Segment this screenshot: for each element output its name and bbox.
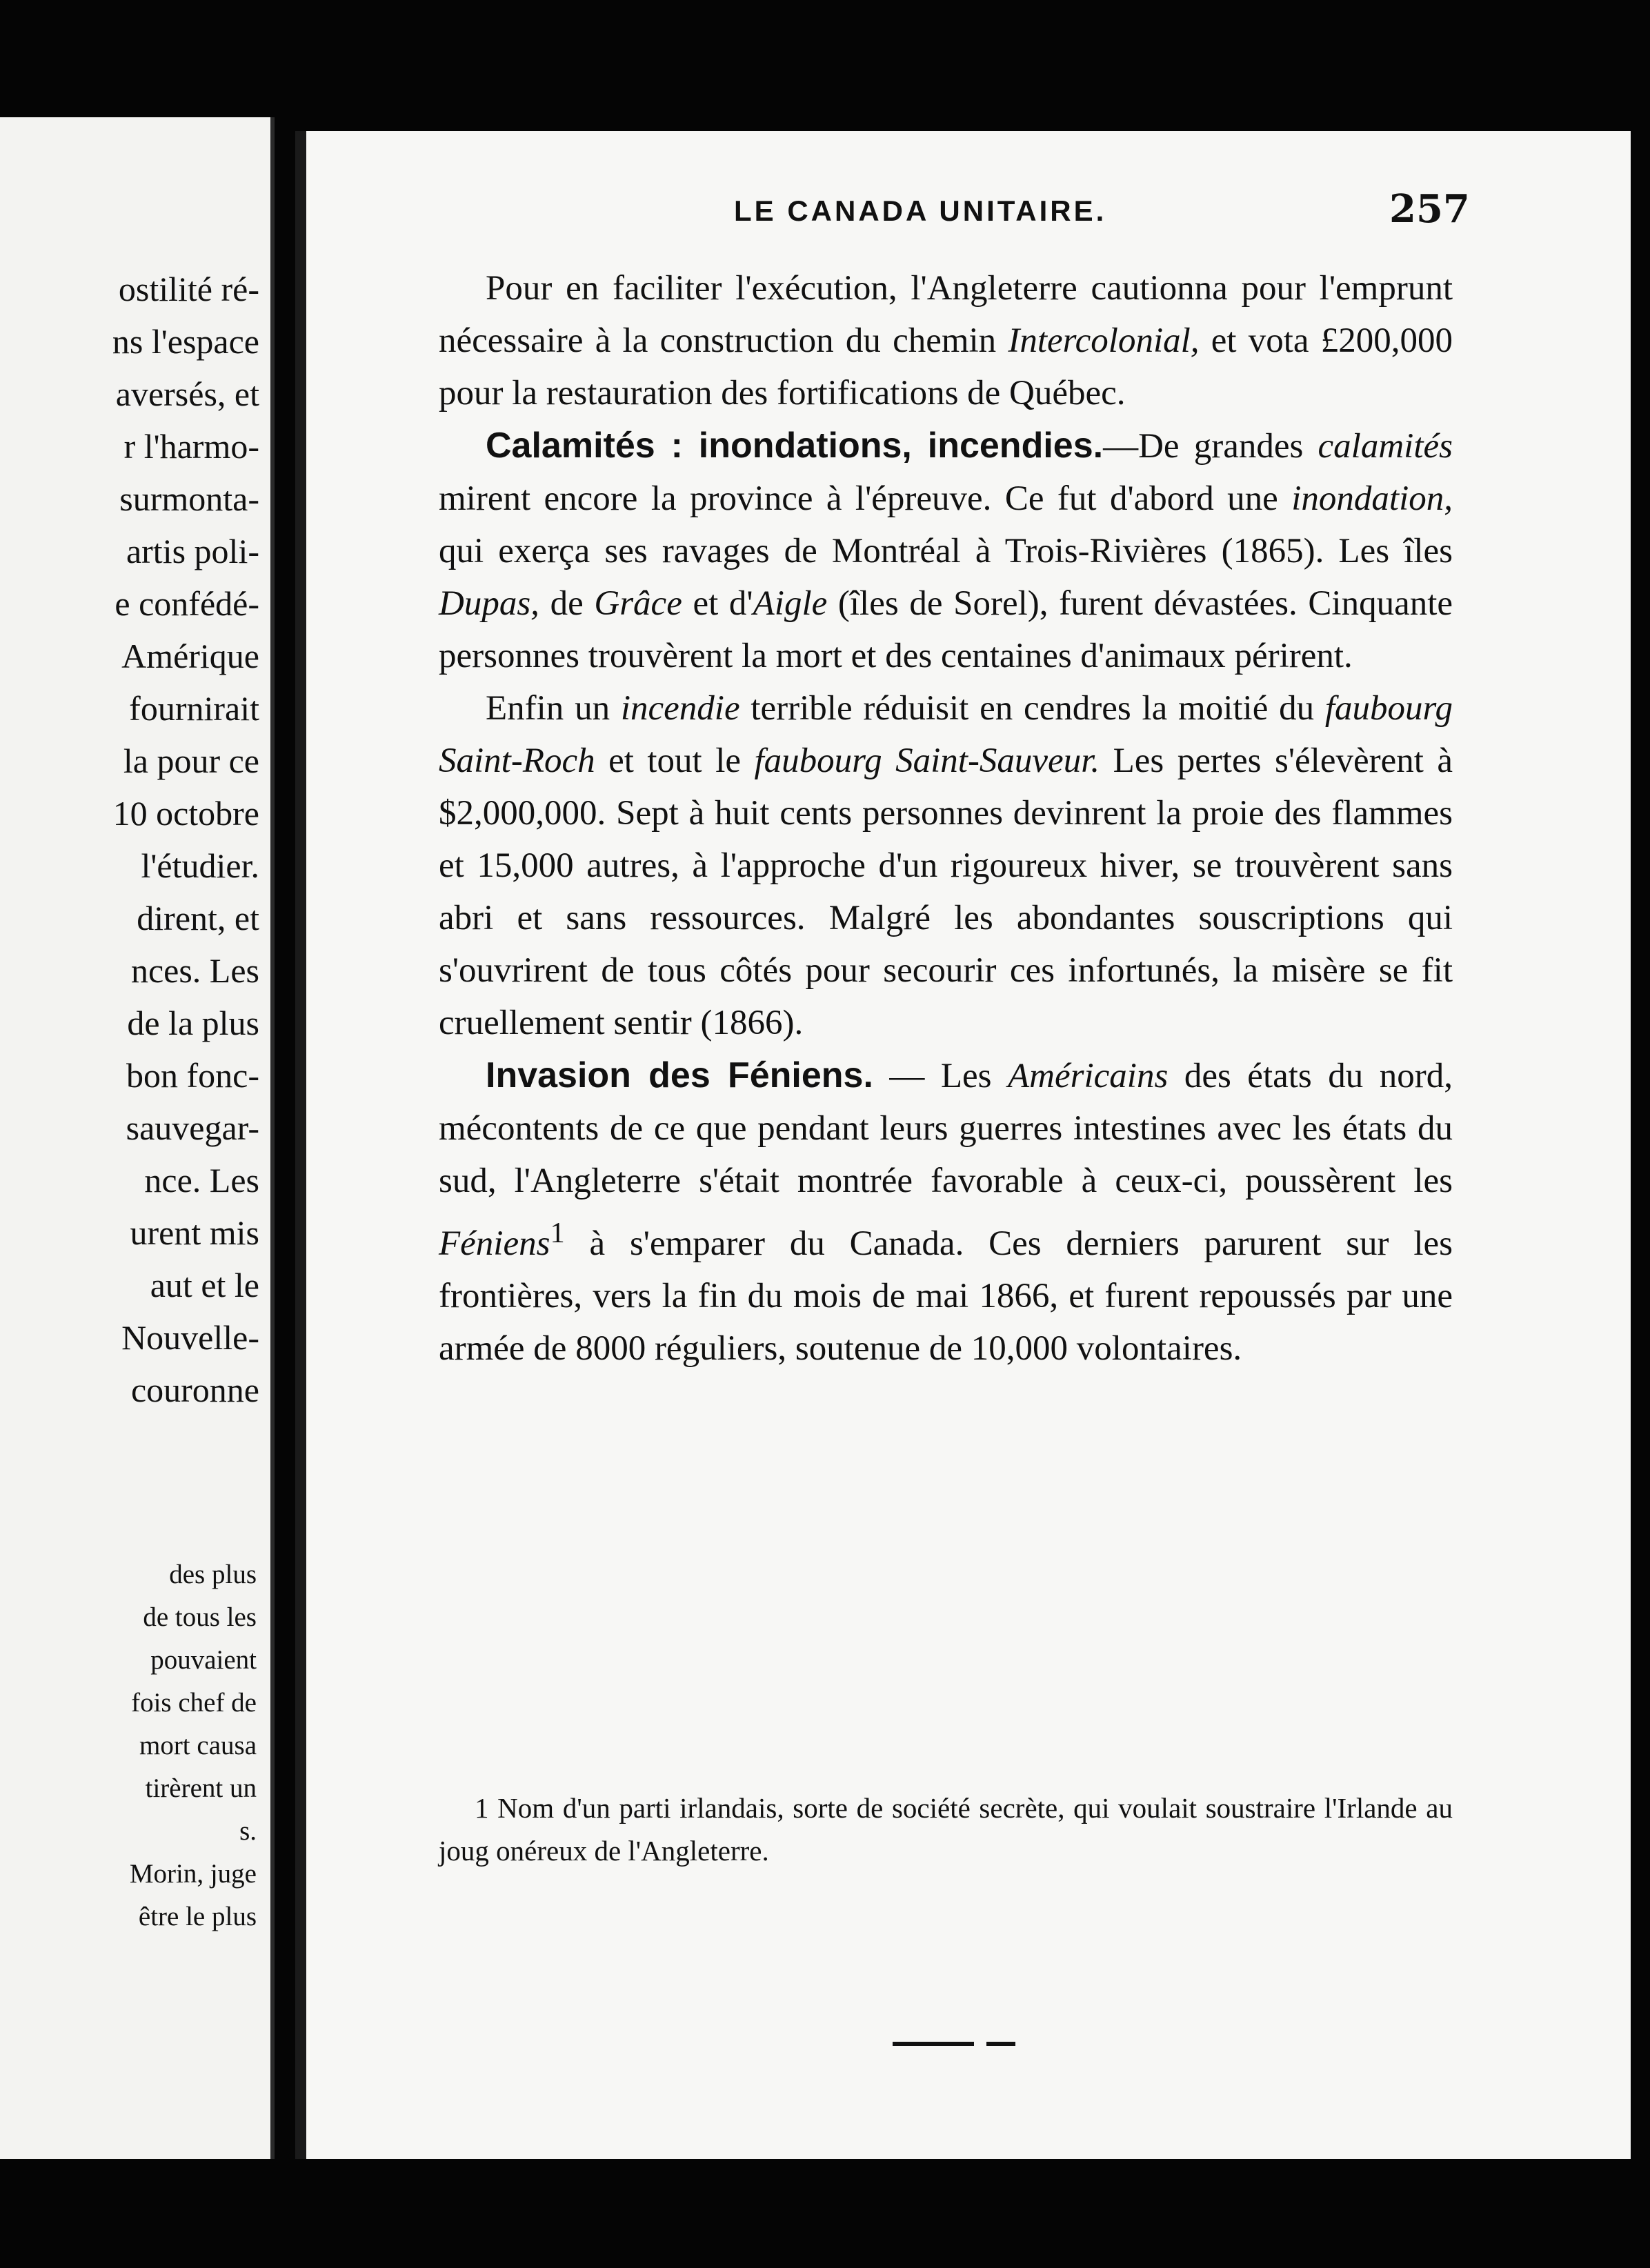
left-note-line: fois chef de	[131, 1688, 257, 1718]
left-body-line: couronne	[130, 1371, 259, 1409]
section-heading-feniens: Invasion des Féniens.	[486, 1055, 873, 1095]
left-body-line: aut et le	[150, 1266, 259, 1304]
footnote-ref: 1	[550, 1217, 565, 1249]
main-text	[439, 262, 1453, 1375]
left-body-line: ns l'espace	[112, 322, 259, 361]
left-body-line: r l'harmo-	[123, 427, 259, 466]
left-body-line: e confédé-	[115, 584, 259, 623]
paragraph-text: et d'	[682, 584, 753, 623]
paragraph-text: à s'emparer du Canada. Ces derniers parurent sur les frontières, vers la fin du mois de mai 1866, et furent repoussés par une armée de 8000 réguliers, soutenue de 10,000 volontaires.	[439, 1224, 1453, 1368]
italic-text: inondation,	[1291, 479, 1453, 518]
paragraph-text: et tout le	[595, 742, 755, 780]
left-body-line: aversés, et	[115, 375, 259, 413]
italic-text: Aigle	[753, 584, 828, 623]
paragraph-text: des états du nord, mécontents de ce que pendant leurs guerres intestines avec les états du sud, l'Angleterre s'était montrée favorable à ceux-ci, poussèrent les	[439, 1057, 1453, 1200]
left-body-line: artis poli-	[126, 532, 259, 570]
left-body-line: sauvegar-	[126, 1108, 259, 1147]
left-body-line: nces. Les	[130, 951, 259, 990]
paragraph-feniens	[439, 1049, 1453, 1375]
footnotes	[439, 1787, 1453, 1872]
page-header	[306, 186, 1631, 235]
paragraph-text: mirent encore la province à l'épreuve. Ce fut d'abord une	[439, 479, 1292, 518]
left-note-line: s.	[239, 1816, 257, 1846]
left-body-line: bon fonc-	[126, 1056, 259, 1095]
left-body-line: fournirait	[129, 689, 259, 728]
left-note-line: mort causa	[139, 1731, 257, 1760]
paragraph-text: terrible réduisit en cendres la moitié du	[739, 689, 1325, 728]
italic-text: Grâce	[594, 584, 682, 623]
end-rule-short	[986, 2042, 1015, 2046]
italic-text: incendie	[620, 689, 740, 728]
left-body-line: la pour ce	[123, 742, 259, 780]
left-body-line: Amérique	[121, 637, 259, 675]
left-note-line: tirèrent un	[145, 1773, 257, 1803]
italic-text: faubourg Saint-Sauveur.	[754, 742, 1100, 780]
left-body-line: dirent, et	[137, 899, 259, 937]
section-heading-calamites: Calamités : inondations, incendies.	[486, 426, 1104, 466]
left-note-line: pouvaient	[150, 1645, 257, 1675]
left-body-line: surmonta-	[119, 479, 259, 518]
italic-text: Dupas,	[439, 584, 539, 623]
left-page	[0, 117, 275, 2159]
paragraph-text: —De grandes	[1103, 427, 1318, 466]
paragraph-incendie	[439, 682, 1453, 1049]
italic-text: Américains	[1008, 1057, 1169, 1095]
left-body-line: 10 octobre	[112, 794, 259, 833]
end-rule	[893, 2042, 974, 2046]
italic-text: calamités	[1318, 427, 1453, 466]
paragraph-text: de	[539, 584, 595, 623]
left-note-line: être le plus	[138, 1902, 257, 1931]
left-body-line: urent mis	[130, 1213, 259, 1252]
paragraph-text: et vota £200,000 pour la restauration des fortifications de Québec.	[439, 321, 1453, 412]
italic-text: Intercolonial,	[1008, 321, 1200, 360]
left-note-line: des plus	[169, 1560, 257, 1589]
paragraph-text: qui exerça ses ravages de Montréal à Trois-Rivières (1865). Les îles	[439, 532, 1453, 570]
left-body-line: de la plus	[127, 1004, 259, 1042]
paragraph-intercolonial	[439, 262, 1453, 419]
left-body-line: ostilité ré-	[118, 270, 259, 308]
paragraph-calamites	[439, 419, 1453, 682]
running-head: LE CANADA UNITAIRE.	[734, 195, 1107, 227]
paragraph-text: (îles de Sorel), furent dévastées. Cinquante personnes trouvèrent la mort et des centaines d'animaux périrent.	[439, 584, 1453, 675]
left-body-line: Nouvelle-	[121, 1318, 259, 1357]
footnote-number: 1	[475, 1792, 489, 1824]
paragraph-text: Enfin un	[486, 689, 621, 728]
paragraph-text: Les pertes s'élevèrent à $2,000,000. Sept à huit cents personnes devinrent la proie des flammes et 15,000 autres, à l'approche d'un rigoureux hiver, se trouvèrent sans abri et sans ressources. Malgré les abondantes souscriptions qui s'ouvrirent de tous côtés pour secourir ces infortunés, la misère se fit cruellement sentir (1866).	[439, 742, 1453, 1042]
italic-text: Féniens	[439, 1224, 550, 1263]
italic-text: faubourg Saint-Roch	[439, 689, 1453, 780]
left-body-line: nce. Les	[144, 1161, 259, 1200]
left-body-line: l'étudier.	[141, 846, 259, 885]
right-page	[295, 131, 1631, 2159]
left-note-line: Morin, juge	[129, 1859, 257, 1889]
left-note-line: de tous les	[143, 1602, 257, 1632]
paragraph-text: Pour en faciliter l'exécution, l'Angleterre cautionna pour l'emprunt nécessaire à la construction du chemin	[439, 269, 1453, 360]
page-number: 257	[1389, 186, 1470, 232]
footnote-text: Nom d'un parti irlandais, sorte de société secrète, qui voulait soustraire l'Irlande au joug onéreux de l'Angleterre.	[439, 1792, 1453, 1867]
paragraph-text: — Les	[873, 1057, 1008, 1095]
footnote	[439, 1787, 1453, 1872]
